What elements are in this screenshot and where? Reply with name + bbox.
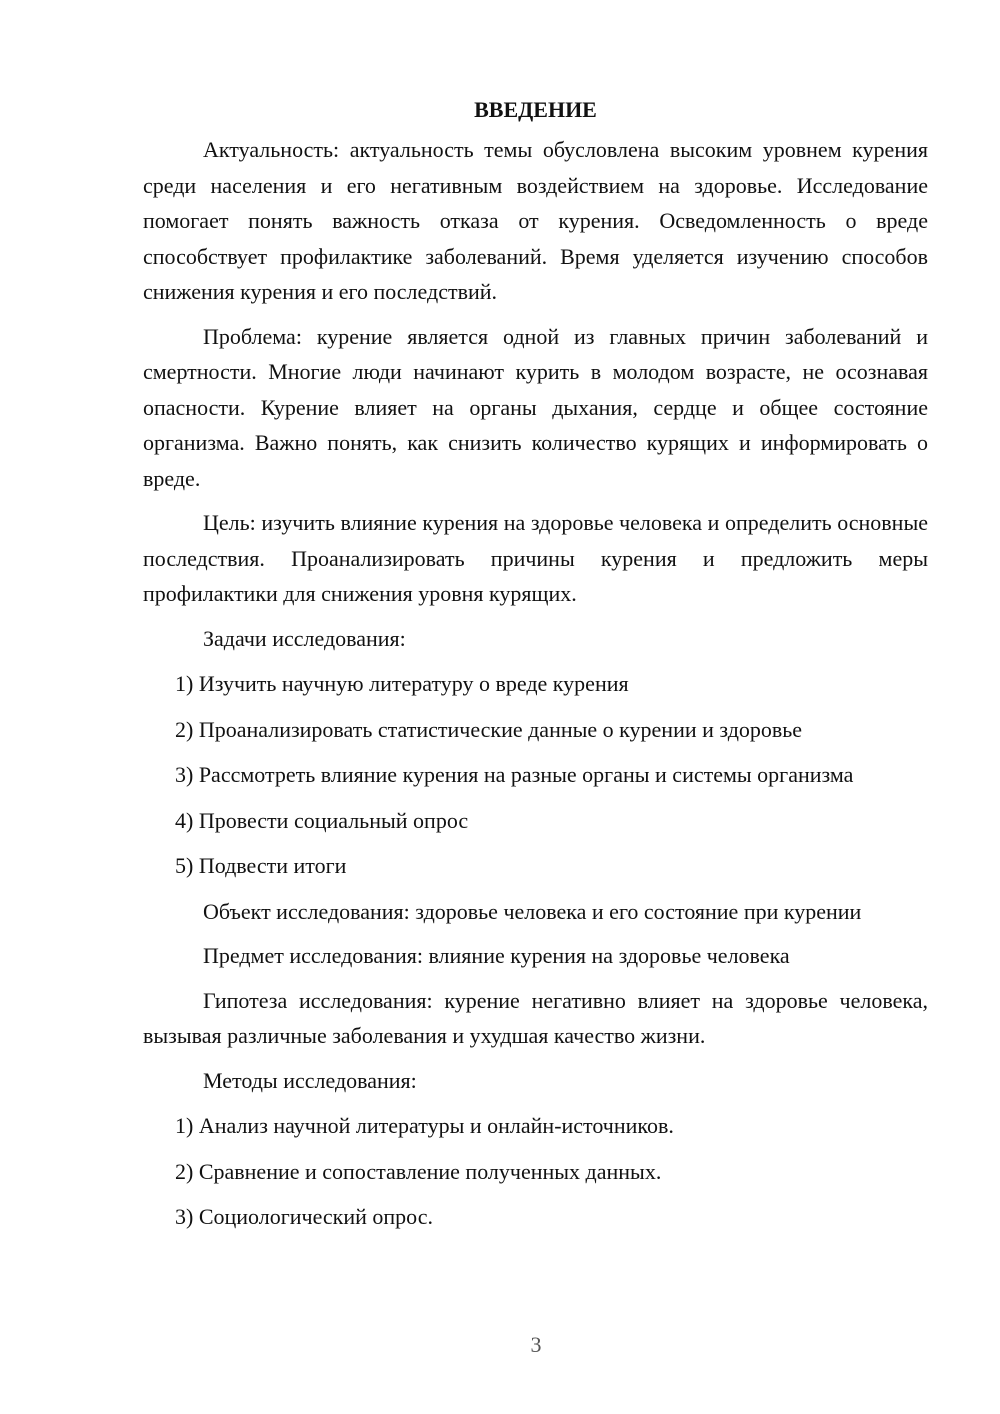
object-paragraph: Объект исследования: здоровье человека и его состояние при курении	[203, 898, 862, 924]
method-item-1: 1) Анализ научной литературы и онлайн-источников.	[175, 1113, 674, 1138]
task-item-4: 4) Провести социальный опрос	[175, 807, 469, 833]
page-number: 3	[530, 1332, 542, 1357]
problem-paragraph: Проблема: курение является одной из главных причин заболеваний и смертности. Многие люди начинают курить в молодом возрасте, не осознавая опасности. Курение влияет на органы дыхания, сердце и общее состояние организма. Важно понять, как снизить количество курящих и информировать о вреде.	[143, 323, 928, 491]
relevance-paragraph: Актуальность: актуальность темы обусловлена высоким уровнем курения среди населения и его негативным воздействием на здоровье. Исследование помогает понять важность отказа от курения. Осведомленность о вреде способствует профилактике заболеваний. Время уделяется изучению способов снижения курения и его последствий.	[143, 137, 928, 304]
task-item-5: 5) Подвести итоги	[175, 853, 347, 878]
method-item-3: 3) Социологический опрос.	[175, 1204, 433, 1229]
tasks-heading: Задачи исследования:	[203, 625, 406, 651]
subject-paragraph: Предмет исследования: влияние курения на здоровье человека	[203, 943, 790, 968]
task-item-2: 2) Проанализировать статистические данные о курении и здоровье	[175, 716, 803, 742]
methods-heading: Методы исследования:	[203, 1067, 417, 1093]
document-page	[143, 92, 928, 1245]
task-item-1: 1) Изучить научную литературу о вреде курения	[175, 671, 629, 696]
goal-paragraph: Цель: изучить влияние курения на здоровье человека и определить основные последствия. Проанализировать причины курения и предложить меры профилактики для снижения уровня курящих.	[143, 510, 928, 606]
method-item-2: 2) Сравнение и сопоставление полученных данных.	[175, 1158, 662, 1184]
hypothesis-paragraph: Гипотеза исследования: курение негативно влияет на здоровье человека, вызывая различные заболевания и ухудшая качество жизни.	[143, 987, 928, 1048]
document-title: ВВЕДЕНИЕ	[474, 97, 597, 122]
task-item-3: 3) Рассмотреть влияние курения на разные органы и системы организма	[175, 762, 854, 787]
